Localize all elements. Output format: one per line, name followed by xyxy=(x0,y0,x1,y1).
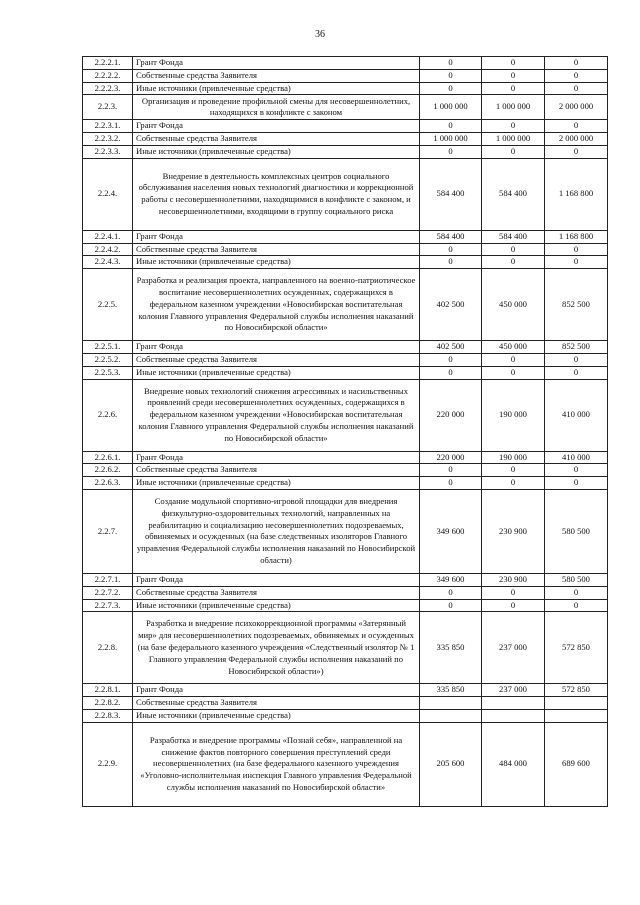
row-value-total: 580 500 xyxy=(545,573,608,586)
row-name: Иные источники (привлеченные средства) xyxy=(133,599,420,612)
table-row xyxy=(83,489,608,573)
row-code: 2.2.9. xyxy=(83,722,133,806)
row-value-year1: 402 500 xyxy=(420,269,482,341)
row-name: Грант Фонда xyxy=(133,451,420,464)
row-value-total: 852 500 xyxy=(545,269,608,341)
row-value-total xyxy=(545,709,608,722)
row-code: 2.2.5.2. xyxy=(83,353,133,366)
row-value-total: 2 000 000 xyxy=(545,95,608,120)
row-value-total: 0 xyxy=(545,353,608,366)
row-value-year1: 0 xyxy=(420,366,482,379)
table-row xyxy=(83,379,608,451)
row-value-year2: 0 xyxy=(482,69,545,82)
row-name: Грант Фонда xyxy=(133,57,420,70)
row-name: Грант Фонда xyxy=(133,230,420,243)
row-value-year2: 1 000 000 xyxy=(482,95,545,120)
row-name: Разработка и реализация проекта, направленного на военно-патриотическое воспитание несовершеннолетних осужденных, содержащихся в федеральном казенном учреждении «Новосибирская воспитательная колония Главного управления Федеральной службы исполнения наказаний по Новосибирской области» xyxy=(133,269,420,341)
table-row xyxy=(83,477,608,490)
row-code: 2.2.8. xyxy=(83,612,133,684)
row-code: 2.2.5.3. xyxy=(83,366,133,379)
table-row xyxy=(83,612,608,684)
row-name: Разработка и внедрение программы «Познай себя», направленной на снижение фактов повторного совершения преступлений среди несовершеннолетних (на базе федерального казенного учреждения «Уголовно-исполнительная инспекция Главного управления Федеральной службы исполнения наказаний по Новосибирской области» xyxy=(133,722,420,806)
row-name: Собственные средства Заявителя xyxy=(133,464,420,477)
row-value-year2: 0 xyxy=(482,586,545,599)
row-code: 2.2.7.1. xyxy=(83,573,133,586)
row-value-year1: 335 850 xyxy=(420,612,482,684)
table-row xyxy=(83,353,608,366)
table-row xyxy=(83,697,608,710)
row-code: 2.2.5.1. xyxy=(83,341,133,354)
row-value-year1: 205 600 xyxy=(420,722,482,806)
row-name: Собственные средства Заявителя xyxy=(133,586,420,599)
row-name: Собственные средства Заявителя xyxy=(133,69,420,82)
row-value-total: 0 xyxy=(545,256,608,269)
row-value-total: 572 850 xyxy=(545,612,608,684)
table-row xyxy=(83,95,608,120)
row-value-year1: 0 xyxy=(420,243,482,256)
row-value-year1: 0 xyxy=(420,256,482,269)
row-code: 2.2.4. xyxy=(83,158,133,230)
page-number: 36 xyxy=(315,29,325,40)
row-name: Создание модульной спортивно-игровой площадки для внедрения физкультурно-оздоровительных технологий, направленных на реабилитацию и социализацию несовершеннолетних подозреваемых, обвиняемых и осужденных (на базе следственных изоляторов Главного управления Федеральной службы исполнения наказаний по Новосибирской области) xyxy=(133,489,420,573)
table-row xyxy=(83,57,608,70)
row-code: 2.2.4.1. xyxy=(83,230,133,243)
row-value-total: 410 000 xyxy=(545,451,608,464)
row-code: 2.2.6.3. xyxy=(83,477,133,490)
row-value-year2: 450 000 xyxy=(482,341,545,354)
table-row xyxy=(83,256,608,269)
row-code: 2.2.3.3. xyxy=(83,145,133,158)
row-value-total: 580 500 xyxy=(545,489,608,573)
row-name: Иные источники (привлеченные средства) xyxy=(133,477,420,490)
row-value-total: 689 600 xyxy=(545,722,608,806)
row-name: Иные источники (привлеченные средства) xyxy=(133,82,420,95)
row-code: 2.2.3.1. xyxy=(83,120,133,133)
row-value-total: 0 xyxy=(545,82,608,95)
row-name: Разработка и внедрение психокоррекционной программы «Затерянный мир» для несовершеннолетних подозреваемых, обвиняемых и осужденных (на базе федерального казенного учреждения «Следственный изолятор № 1 Главного управления Федеральной службы исполнения наказаний по Новосибирской области») xyxy=(133,612,420,684)
row-value-year1: 335 850 xyxy=(420,684,482,697)
row-code: 2.2.3.2. xyxy=(83,133,133,146)
row-value-year1: 0 xyxy=(420,145,482,158)
row-value-total: 0 xyxy=(545,366,608,379)
row-value-year2: 0 xyxy=(482,120,545,133)
row-value-year2: 0 xyxy=(482,57,545,70)
row-value-year2: 0 xyxy=(482,243,545,256)
row-value-year1: 220 000 xyxy=(420,451,482,464)
row-value-total: 0 xyxy=(545,57,608,70)
row-value-year2: 190 000 xyxy=(482,379,545,451)
row-value-year2: 0 xyxy=(482,82,545,95)
table-row xyxy=(83,366,608,379)
table-row xyxy=(83,599,608,612)
table-row xyxy=(83,243,608,256)
row-name: Грант Фонда xyxy=(133,573,420,586)
row-value-total: 0 xyxy=(545,599,608,612)
row-code: 2.2.3. xyxy=(83,95,133,120)
table-row xyxy=(83,464,608,477)
row-name: Грант Фонда xyxy=(133,684,420,697)
row-value-year1: 0 xyxy=(420,57,482,70)
row-value-year1: 1 000 000 xyxy=(420,133,482,146)
row-code: 2.2.7. xyxy=(83,489,133,573)
row-code: 2.2.2.3. xyxy=(83,82,133,95)
row-value-year2: 584 400 xyxy=(482,158,545,230)
budget-table-body xyxy=(83,57,608,807)
row-value-year2: 0 xyxy=(482,256,545,269)
row-code: 2.2.5. xyxy=(83,269,133,341)
row-code: 2.2.7.3. xyxy=(83,599,133,612)
row-name: Собственные средства Заявителя xyxy=(133,133,420,146)
table-row xyxy=(83,269,608,341)
row-name: Иные источники (привлеченные средства) xyxy=(133,145,420,158)
row-value-total: 572 850 xyxy=(545,684,608,697)
row-name: Внедрение новых технологий снижения агрессивных и насильственных проявлений среди несовершеннолетних осужденных, содержащихся в федеральном казенном учреждении «Новосибирская воспитательная колония Главного управления Федеральной службы исполнения наказаний по Новосибирской области» xyxy=(133,379,420,451)
row-value-year2 xyxy=(482,709,545,722)
row-value-year1: 0 xyxy=(420,464,482,477)
row-value-total: 2 000 000 xyxy=(545,133,608,146)
row-value-year2: 237 000 xyxy=(482,684,545,697)
row-value-year2: 0 xyxy=(482,477,545,490)
table-row xyxy=(83,684,608,697)
row-value-total: 0 xyxy=(545,477,608,490)
budget-table xyxy=(82,56,608,807)
row-value-year2: 0 xyxy=(482,353,545,366)
row-name: Организация и проведение профильной смены для несовершеннолетних, находящихся в конфликте с законом xyxy=(133,95,420,120)
row-value-year1: 0 xyxy=(420,599,482,612)
row-value-year1: 584 400 xyxy=(420,230,482,243)
row-code: 2.2.8.3. xyxy=(83,709,133,722)
row-value-total: 0 xyxy=(545,120,608,133)
row-value-year1 xyxy=(420,709,482,722)
row-value-total: 410 000 xyxy=(545,379,608,451)
row-value-year1: 402 500 xyxy=(420,341,482,354)
row-value-year1: 584 400 xyxy=(420,158,482,230)
row-code: 2.2.2.2. xyxy=(83,69,133,82)
row-name: Грант Фонда xyxy=(133,120,420,133)
row-value-year1: 220 000 xyxy=(420,379,482,451)
row-value-year2: 190 000 xyxy=(482,451,545,464)
table-row xyxy=(83,573,608,586)
row-value-year1: 0 xyxy=(420,477,482,490)
row-name: Внедрение в деятельность комплексных центров социального обслуживания населения новых технологий диагностики и коррекционной работы с несовершеннолетними, находящимися в конфликте с законом, и несовершеннолетними, входящими в группу социального риска xyxy=(133,158,420,230)
row-value-year1 xyxy=(420,697,482,710)
row-value-total: 0 xyxy=(545,243,608,256)
row-code: 2.2.6. xyxy=(83,379,133,451)
row-value-total: 0 xyxy=(545,69,608,82)
row-value-year1: 0 xyxy=(420,69,482,82)
row-value-year2: 1 000 000 xyxy=(482,133,545,146)
row-value-year1: 0 xyxy=(420,586,482,599)
row-value-year2 xyxy=(482,697,545,710)
row-name: Грант Фонда xyxy=(133,341,420,354)
row-value-year1: 0 xyxy=(420,82,482,95)
table-row xyxy=(83,158,608,230)
table-row xyxy=(83,133,608,146)
table-row xyxy=(83,451,608,464)
row-code: 2.2.8.2. xyxy=(83,697,133,710)
table-row xyxy=(83,82,608,95)
row-code: 2.2.6.2. xyxy=(83,464,133,477)
row-value-year1: 1 000 000 xyxy=(420,95,482,120)
row-value-year1: 0 xyxy=(420,353,482,366)
row-code: 2.2.4.3. xyxy=(83,256,133,269)
row-value-year2: 230 900 xyxy=(482,573,545,586)
row-value-year1: 349 600 xyxy=(420,573,482,586)
table-row xyxy=(83,341,608,354)
row-value-total xyxy=(545,697,608,710)
row-value-year2: 584 400 xyxy=(482,230,545,243)
row-name: Собственные средства Заявителя xyxy=(133,697,420,710)
table-row xyxy=(83,230,608,243)
row-value-year2: 0 xyxy=(482,464,545,477)
table-row xyxy=(83,722,608,806)
table-row xyxy=(83,120,608,133)
row-name: Собственные средства Заявителя xyxy=(133,353,420,366)
row-name: Иные источники (привлеченные средства) xyxy=(133,709,420,722)
row-value-year1: 0 xyxy=(420,120,482,133)
row-value-total: 0 xyxy=(545,464,608,477)
table-row xyxy=(83,145,608,158)
row-code: 2.2.7.2. xyxy=(83,586,133,599)
row-code: 2.2.8.1. xyxy=(83,684,133,697)
row-value-total: 1 168 800 xyxy=(545,158,608,230)
table-row xyxy=(83,69,608,82)
row-code: 2.2.6.1. xyxy=(83,451,133,464)
row-value-total: 852 500 xyxy=(545,341,608,354)
row-value-year2: 0 xyxy=(482,599,545,612)
row-name: Иные источники (привлеченные средства) xyxy=(133,366,420,379)
row-value-total: 0 xyxy=(545,145,608,158)
row-value-year2: 0 xyxy=(482,366,545,379)
row-value-year2: 237 000 xyxy=(482,612,545,684)
row-code: 2.2.2.1. xyxy=(83,57,133,70)
row-value-total: 0 xyxy=(545,586,608,599)
row-value-total: 1 168 800 xyxy=(545,230,608,243)
row-value-year1: 349 600 xyxy=(420,489,482,573)
row-name: Иные источники (привлеченные средства) xyxy=(133,256,420,269)
row-code: 2.2.4.2. xyxy=(83,243,133,256)
row-value-year2: 450 000 xyxy=(482,269,545,341)
row-value-year2: 230 900 xyxy=(482,489,545,573)
row-value-year2: 0 xyxy=(482,145,545,158)
row-name: Собственные средства Заявителя xyxy=(133,243,420,256)
row-value-year2: 484 000 xyxy=(482,722,545,806)
table-row xyxy=(83,586,608,599)
table-row xyxy=(83,709,608,722)
